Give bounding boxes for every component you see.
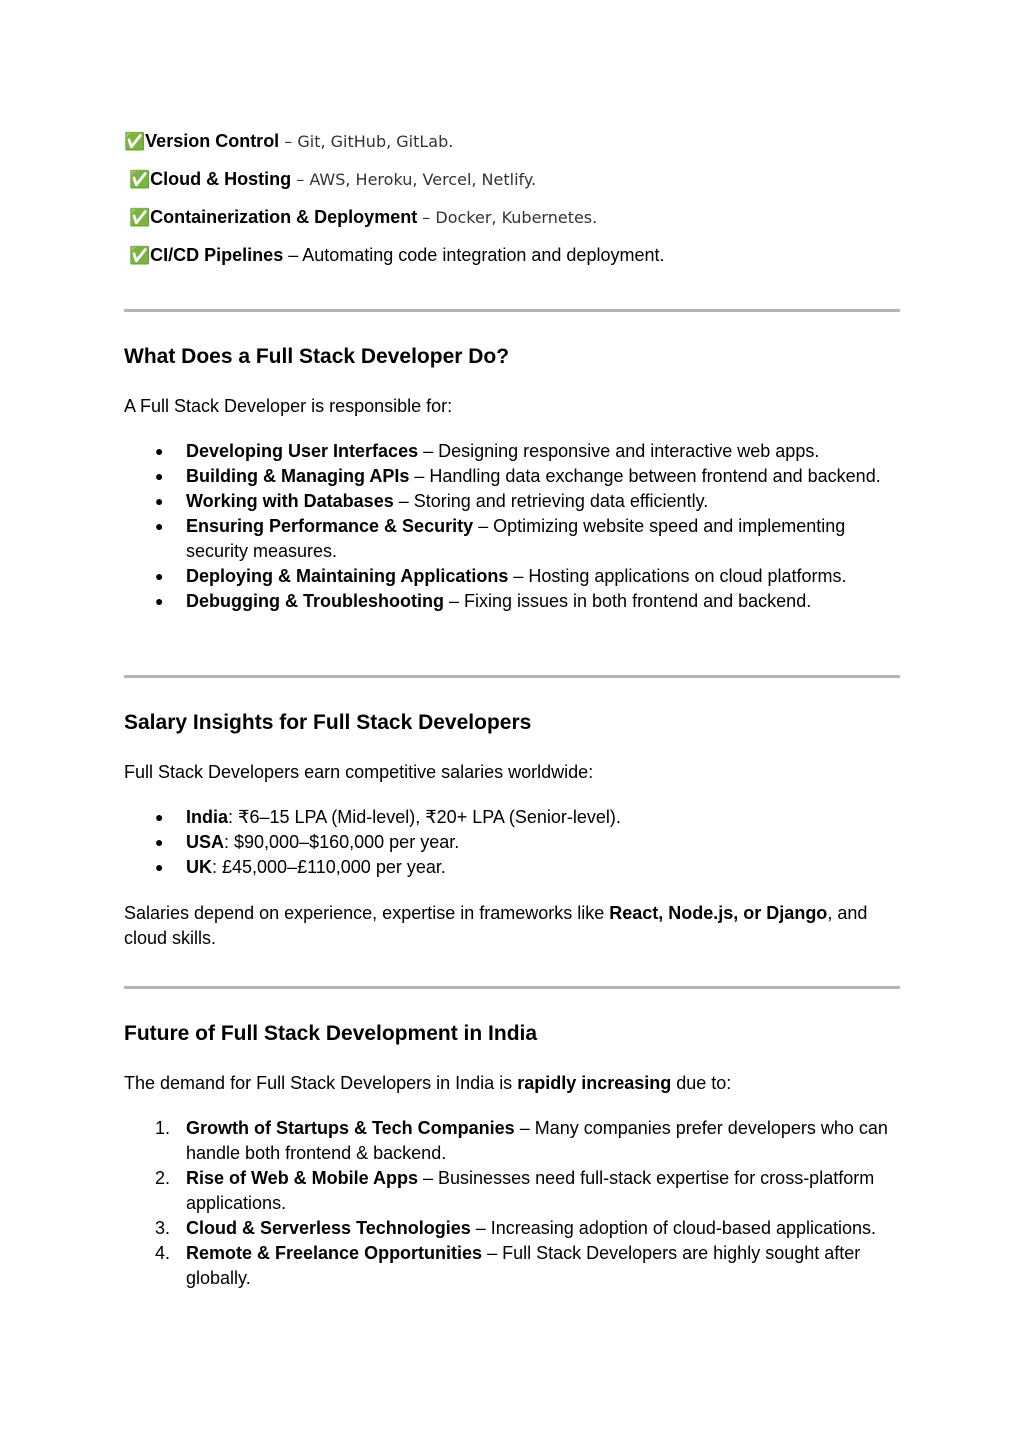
item-title: Working with Databases — [186, 491, 394, 511]
section-intro-what: A Full Stack Developer is responsible for: — [124, 396, 453, 416]
item-title: Cloud & Serverless Technologies — [186, 1218, 471, 1238]
list-item — [155, 589, 902, 614]
section-intro-salary: Full Stack Developers earn competitive salaries worldwide: — [124, 762, 594, 782]
checklist-title: Cloud & Hosting — [150, 169, 292, 189]
section-divider — [124, 675, 900, 678]
item-desc: – Businesses need full-stack expertise for cross-platform applications. — [186, 1168, 875, 1213]
checklist-item-cloud-hosting — [129, 168, 536, 191]
item-title: Ensuring Performance & Security — [186, 516, 474, 536]
section-heading-what: What Does a Full Stack Developer Do? — [124, 345, 510, 368]
checklist-separator: – — [279, 132, 298, 151]
salary-closing-paragraph — [124, 901, 900, 951]
intro-text: The demand for Full Stack Developers in India is — [124, 1073, 518, 1093]
item-desc: : $90,000–$160,000 per year. — [224, 832, 460, 852]
list-item — [155, 1116, 902, 1166]
item-desc: – Hosting applications on cloud platforms. — [508, 566, 847, 586]
item-desc: – Increasing adoption of cloud-based applications. — [470, 1218, 877, 1238]
bullet-icon: ● — [155, 493, 164, 509]
section-heading-salary: Salary Insights for Full Stack Developers — [124, 711, 532, 734]
checklist-desc: AWS, Heroku, Vercel, Netlify. — [309, 170, 537, 189]
responsibilities-list — [155, 439, 902, 614]
bullet-icon: ● — [155, 468, 164, 484]
list-item — [155, 805, 902, 830]
bullet-icon: ● — [155, 593, 164, 609]
list-item — [155, 489, 902, 514]
item-desc: – Fixing issues in both frontend and backend. — [443, 591, 812, 611]
section-intro-future — [124, 1071, 900, 1096]
item-desc: – Optimizing website speed and implementing security measures. — [186, 516, 846, 561]
item-title: Developing User Interfaces — [186, 441, 419, 461]
section-divider — [124, 986, 900, 989]
bullet-icon: ● — [155, 859, 164, 875]
bullet-icon: ● — [155, 834, 164, 850]
item-title: Building & Managing APIs — [186, 466, 410, 486]
bullet-icon: ● — [155, 568, 164, 584]
item-desc: : ₹6–15 LPA (Mid-level), ₹20+ LPA (Senior-level). — [228, 807, 621, 827]
list-item — [155, 564, 902, 589]
item-desc: : £45,000–£110,000 per year. — [212, 857, 446, 877]
list-item — [155, 855, 902, 880]
item-title: India — [186, 807, 229, 827]
bullet-icon: ● — [155, 518, 164, 534]
closing-text: , and cloud skills. — [124, 903, 868, 948]
item-title: Growth of Startups & Tech Companies — [186, 1118, 515, 1138]
item-title: Debugging & Troubleshooting — [186, 591, 444, 611]
item-title: UK — [186, 857, 212, 877]
checklist-item-containerization — [129, 206, 597, 229]
list-number: 1. — [155, 1118, 171, 1138]
check-icon: ✅ — [124, 132, 146, 152]
bullet-icon: ● — [155, 809, 164, 825]
checklist-title: Containerization & Deployment — [150, 207, 418, 227]
intro-emphasis: rapidly increasing — [517, 1073, 672, 1093]
list-item — [155, 514, 902, 564]
checklist-title: Version Control — [145, 131, 280, 151]
checklist-title: CI/CD Pipelines — [150, 245, 284, 265]
list-item — [155, 830, 902, 855]
check-icon: ✅ — [129, 170, 151, 190]
list-number: 4. — [155, 1243, 171, 1263]
list-number: 2. — [155, 1168, 171, 1188]
item-title: Remote & Freelance Opportunities — [186, 1243, 483, 1263]
section-divider — [124, 309, 900, 312]
closing-text: Salaries depend on experience, expertise in frameworks like — [124, 903, 610, 923]
checklist-separator: – — [283, 245, 303, 265]
checklist-item-cicd — [129, 244, 664, 267]
item-desc: – Storing and retrieving data efficiently. — [393, 491, 709, 511]
item-title: Rise of Web & Mobile Apps — [186, 1168, 419, 1188]
item-desc: – Many companies prefer developers who can handle both frontend & backend. — [186, 1118, 888, 1163]
checklist-separator: – — [291, 170, 310, 189]
section-heading-future: Future of Full Stack Development in India — [124, 1022, 538, 1045]
list-item — [155, 464, 902, 489]
checklist-item-version-control — [124, 130, 453, 153]
list-item — [155, 1216, 902, 1241]
list-item — [155, 1166, 902, 1216]
item-desc: – Designing responsive and interactive web apps. — [418, 441, 820, 461]
bullet-icon: ● — [155, 443, 164, 459]
salary-list — [155, 805, 902, 880]
checklist-desc: Docker, Kubernetes. — [435, 208, 598, 227]
intro-text: due to: — [671, 1073, 732, 1093]
item-title: USA — [186, 832, 225, 852]
checklist-separator: – — [417, 208, 436, 227]
check-icon: ✅ — [129, 208, 151, 228]
checklist-desc: Automating code integration and deployment. — [302, 245, 665, 265]
closing-frameworks: React, Node.js, or Django — [609, 903, 828, 923]
item-desc: – Handling data exchange between frontend and backend. — [409, 466, 881, 486]
check-icon: ✅ — [129, 246, 151, 266]
future-reasons-list — [155, 1116, 902, 1291]
list-item — [155, 1241, 902, 1291]
item-title: Deploying & Maintaining Applications — [186, 566, 509, 586]
checklist-desc: Git, GitHub, GitLab. — [297, 132, 454, 151]
list-item — [155, 439, 902, 464]
item-desc: – Full Stack Developers are highly sought after globally. — [186, 1243, 861, 1288]
list-number: 3. — [155, 1218, 171, 1238]
